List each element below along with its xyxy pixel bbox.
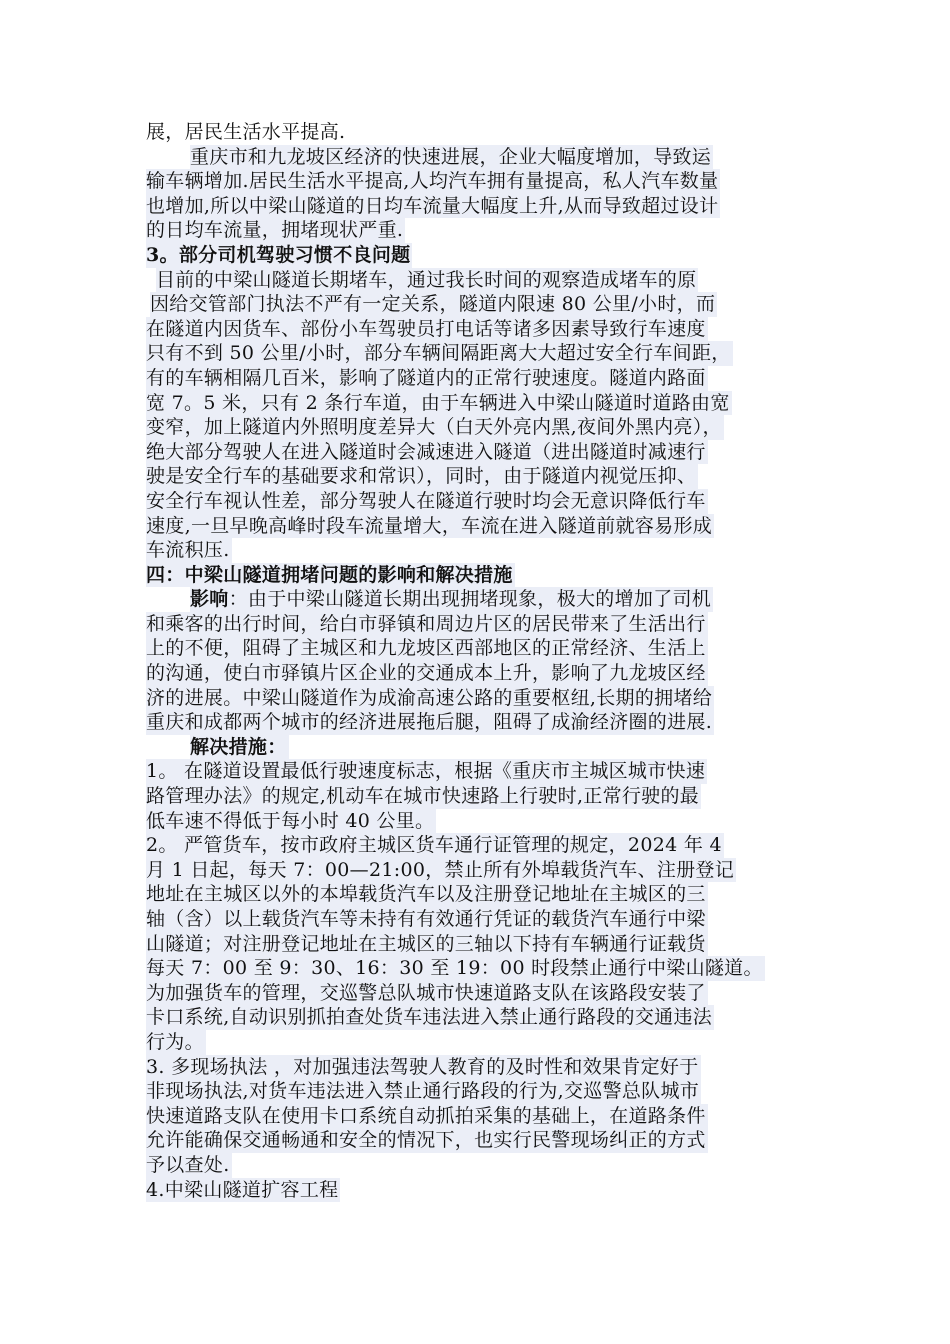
heading-line xyxy=(146,243,846,268)
line-text: 和乘客的出行时间，给白市驿镇和周边片区的居民带来了生活出行 xyxy=(146,612,706,635)
line-text: 3. 多现场执法 ，对加强违法驾驶人教育的及时性和效果肯定好于 xyxy=(146,1055,699,1078)
text-line xyxy=(146,1055,846,1080)
line-text: 卡口系统,自动识别抓拍查处货车违法进入禁止通行路段的交通违法 xyxy=(146,1006,713,1029)
line-text: 非现场执法,对货车违法进入禁止通行路段的行为,交巡警总队城市 xyxy=(146,1080,700,1103)
line-text: 允许能确保交通畅通和安全的情况下，也实行民警现场纠正的方式 xyxy=(146,1129,706,1152)
text-line xyxy=(146,415,846,440)
line-text: 速度,一旦早晚高峰时段车流量增大，车流在进入隧道前就容易形成 xyxy=(146,514,713,537)
line-text: 3。部分司机驾驶习惯不良问题 xyxy=(146,243,411,266)
text-line xyxy=(146,1104,846,1129)
line-text: 行为。 xyxy=(146,1030,204,1053)
text-line xyxy=(146,809,846,834)
line-text: 因给交管部门执法不严有一定关系，隧道内限速 80 公里/小时，而 xyxy=(150,293,716,316)
line-text: 驶是安全行车的基础要求和常识），同时，由于隧道内视觉压抑、 xyxy=(146,465,697,488)
text-line xyxy=(146,292,846,317)
line-text: 2。 严管货车，按市政府主城区货车通行证管理的规定，2024 年 4 xyxy=(146,834,722,857)
text-line xyxy=(146,587,846,612)
text-line xyxy=(146,882,846,907)
text-line xyxy=(146,981,846,1006)
line-text: 月 1 日起，每天 7：00—21:00，禁止所有外埠载货汽车、注册登记 xyxy=(146,858,735,881)
text-line xyxy=(146,489,846,514)
line-text: 济的进展。中梁山隧道作为成渝高速公路的重要枢纽,长期的拥堵给 xyxy=(146,686,713,709)
line-text: 轴（含）以上载货汽车等未持有有效通行凭证的载货汽车通行中梁 xyxy=(146,908,706,930)
text-line xyxy=(146,1030,846,1055)
text-line xyxy=(146,612,846,637)
text-line xyxy=(146,366,846,391)
line-text: 快速道路支队在使用卡口系统自动抓拍采集的基础上，在道路条件 xyxy=(146,1104,706,1127)
line-text: 解决措施： xyxy=(190,735,287,758)
text-line xyxy=(146,341,846,366)
text-line xyxy=(146,1153,846,1178)
bold-prefix: 影响 xyxy=(190,588,229,611)
line-text: 低车速不得低于每小时 40 公里。 xyxy=(146,809,435,832)
line-text: 地址在主城区以外的本埠载货汽车以及注册登记地址在主城区的三 xyxy=(146,883,706,906)
line-text: 在隧道内因货车、部份小车驾驶员打电话等诸多因素导致行车速度 xyxy=(146,317,706,340)
line-text: 只有不到 50 公里/小时，部分车辆间隔距离大大超过安全行车间距， xyxy=(146,342,731,365)
text-line xyxy=(146,784,846,809)
line-text: 4.中梁山隧道扩容工程 xyxy=(146,1178,339,1201)
line-text: 路管理办法》的规定,机动车在城市快速路上行驶时,正常行驶的最 xyxy=(146,785,700,808)
line-text: 四：中梁山隧道拥堵问题的影响和解决措施 xyxy=(146,563,513,586)
line-text: 宽 7。5 米，只有 2 条行车道，由于车辆进入中梁山隧道时道路由宽 xyxy=(146,391,730,414)
text-line xyxy=(146,391,846,416)
text-line xyxy=(146,194,846,219)
text-line xyxy=(146,218,846,243)
text-line xyxy=(146,686,846,711)
line-text: 绝大部分驾驶人在进入隧道时会减速进入隧道（进出隧道时减速行 xyxy=(146,440,706,463)
text-line xyxy=(146,858,846,883)
line-text: 展，居民生活水平提高. xyxy=(146,121,346,143)
document-body xyxy=(146,120,846,1202)
text-line xyxy=(146,759,846,784)
text-line xyxy=(146,1128,846,1153)
text-line xyxy=(146,538,846,563)
text-line xyxy=(146,956,846,981)
line-text: 输车辆增加.居民生活水平提高,人均汽车拥有量提高，私人汽车数量 xyxy=(146,170,719,193)
text-line xyxy=(146,907,846,932)
line-text: 的沟通，使白市驿镇片区企业的交通成本上升，影响了九龙坡区经 xyxy=(146,662,706,685)
text-line xyxy=(146,317,846,342)
heading-line xyxy=(146,563,846,588)
line-text: 变窄，加上隧道内外照明度差异大（白天外亮内黑,夜间外黑内亮）， xyxy=(146,416,722,439)
line-text: 每天 7：00 至 9：30、16：30 至 19：00 时段禁止通行中梁山隧道。 xyxy=(146,957,763,980)
line-text: 安全行车视认性差，部分驾驶人在隧道行驶时均会无意识降低行车 xyxy=(146,489,706,512)
line-text: 为加强货车的管理，交巡警总队城市快速道路支队在该路段安装了 xyxy=(146,981,706,1004)
text-line xyxy=(146,120,846,145)
line-text: 1。 在隧道设置最低行驶速度标志，根据《重庆市主城区城市快速 xyxy=(146,760,706,783)
text-line xyxy=(146,169,846,194)
text-line xyxy=(146,833,846,858)
line-text: 有的车辆相隔几百米，影响了隧道内的正常行驶速度。隧道内路面 xyxy=(146,366,706,389)
text-line xyxy=(146,1079,846,1104)
line-text: 也增加,所以中梁山隧道的日均车流量大幅度上升,从而导致超过设计 xyxy=(146,194,719,217)
text-line xyxy=(146,464,846,489)
text-line xyxy=(146,710,846,735)
line-text: 重庆市和九龙坡区经济的快速进展，企业大幅度增加，导致运 xyxy=(190,145,712,168)
heading-line xyxy=(146,735,846,760)
line-text: 重庆和成都两个城市的经济进展拖后腿，阻碍了成渝经济圈的进展. xyxy=(146,711,713,734)
text-line xyxy=(146,661,846,686)
line-text: 上的不便，阻碍了主城区和九龙坡区西部地区的正常经济、生活上 xyxy=(146,637,706,660)
text-line xyxy=(146,145,846,170)
text-line xyxy=(146,268,846,293)
text-line xyxy=(146,514,846,539)
text-line xyxy=(146,440,846,465)
text-line xyxy=(146,932,846,957)
text-line xyxy=(146,1005,846,1030)
text-line xyxy=(146,636,846,661)
line-text: 车流积压. xyxy=(146,539,230,562)
line-text: 山隧道；对注册登记地址在主城区的三轴以下持有车辆通行证载货 xyxy=(146,932,706,955)
line-text: 影响：由于中梁山隧道长期出现拥堵现象，极大的增加了司机 xyxy=(190,588,712,611)
line-text: 予以查处. xyxy=(146,1153,230,1176)
line-text: 目前的中梁山隧道长期堵车，通过我长时间的观察造成堵车的原 xyxy=(156,268,697,291)
text-line xyxy=(146,1178,846,1203)
line-text: 的日均车流量，拥堵现状严重. xyxy=(146,219,404,242)
